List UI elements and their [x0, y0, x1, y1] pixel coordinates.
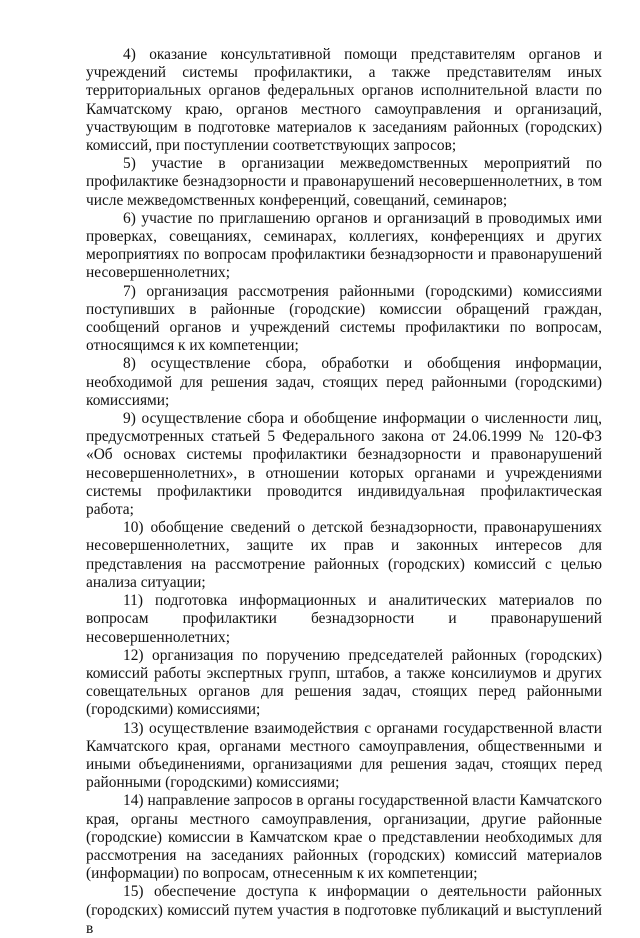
paragraph-item-11: 11) подготовка информационных и аналитических материалов по вопросам профилактики безнадзорности и правонарушений несовершеннолетних;: [86, 592, 602, 646]
paragraph-item-6: 6) участие по приглашению органов и организаций в проводимых ими проверках, совещаниях, семинарах, коллегиях, конференциях и других мероприятиях по вопросам профилактики безнадзорности и правонарушений несовершеннолетних;: [86, 209, 602, 282]
paragraph-item-15: 15) обеспечение доступа к информации о деятельности районных (городских) комиссий путем участия в подготовке публикаций и выступлений в: [86, 883, 602, 937]
paragraph-item-14: 14) направление запросов в органы государственной власти Камчатского края, органы местного самоуправления, организации, другие районные (городские) комиссии в Камчатском крае о представлении необходимых для рассмотрения на заседаниях районных (городских) комиссий материалов (информации) по вопросам, отнесенным к их компетенции;: [86, 792, 602, 883]
paragraph-item-13: 13) осуществление взаимодействия с органами государственной власти Камчатского края, органами местного самоуправления, общественными и иными объединениями, организациями для решения задач, стоящих перед районными (городскими) комиссиями;: [86, 719, 602, 792]
paragraph-item-10: 10) обобщение сведений о детской безнадзорности, правонарушениях несовершеннолетних, защите их прав и законных интересов для представления на рассмотрение районных (городских) комиссий с целью анализа ситуации;: [86, 519, 602, 591]
paragraph-item-8: 8) осуществление сбора, обработки и обобщения информации, необходимой для решения задач, стоящих перед районными (городскими) комиссиями;: [86, 355, 602, 409]
paragraph-item-12: 12) организация по поручению председателей районных (городских) комиссий работы экспертных групп, штабов, а также консилиумов и других совещательных органов для решения задач, стоящих перед районными (городскими) комиссиями;: [86, 646, 602, 719]
paragraph-item-4: 4) оказание консультативной помощи представителям органов и учреждений системы профилактики, а также представителям иных территориальных органов федеральных органов исполнительной власти по Камчатскому краю, органов местного самоуправления и организаций, участвующим в подготовке материалов к заседаниям районных (городских) комиссий, при поступлении соответствующих запросов;: [86, 46, 602, 155]
paragraph-item-5: 5) участие в организации межведомственных мероприятий по профилактике безнадзорности и правонарушений несовершеннолетних, в том числе межведомственных конференций, совещаний, семинаров;: [86, 155, 602, 209]
document-page: [86, 46, 602, 938]
paragraph-item-7: 7) организация рассмотрения районными (городскими) комиссиями поступивших в районные (городские) комиссии обращений граждан, сообщений органов и учреждений системы профилактики по вопросам, относящимся к их компетенции;: [86, 282, 602, 355]
paragraph-item-9: 9) осуществление сбора и обобщение информации о численности лиц, предусмотренных статьей 5 Федерального закона от 24.06.1999 № 120-ФЗ «Об основах системы профилактики безнадзорности и правонарушений несовершеннолетних», в отношении которых органами и учреждениями системы профилактики проводится индивидуальная профилактическая работа;: [86, 410, 602, 519]
